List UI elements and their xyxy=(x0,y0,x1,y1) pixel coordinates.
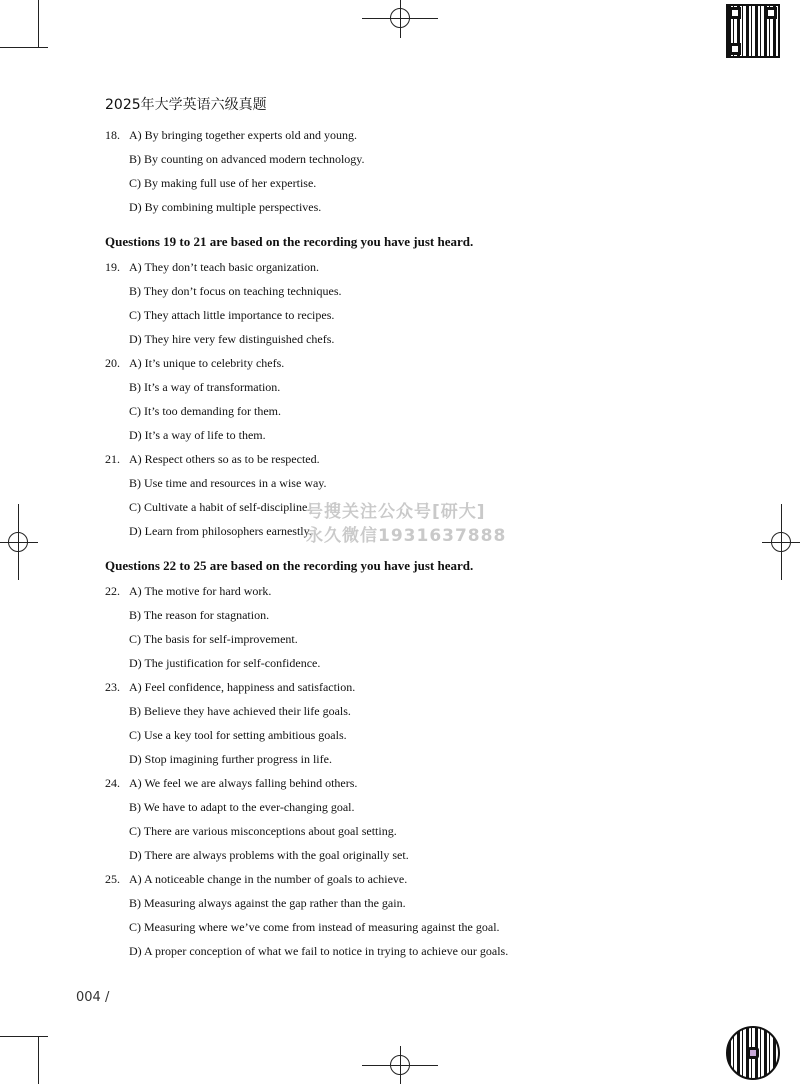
answer-option: C) They attach little importance to recipes. xyxy=(129,308,335,322)
answer-option: A) By bringing together experts old and young. xyxy=(129,128,357,142)
answer-option: B) The reason for stagnation. xyxy=(129,608,270,622)
section-heading: Questions 19 to 21 are based on the recording you have just heard. xyxy=(105,234,474,249)
answer-option: D) By combining multiple perspectives. xyxy=(129,200,322,214)
crop-mark xyxy=(0,47,48,48)
answer-option: B) It’s a way of transformation. xyxy=(129,380,281,394)
page-number: 004 / xyxy=(76,990,110,1005)
answer-option: B) By counting on advanced modern technology. xyxy=(129,152,365,166)
answer-option: A) It’s unique to celebrity chefs. xyxy=(129,356,285,370)
watermark xyxy=(306,500,506,548)
answer-option: B) They don’t focus on teaching techniques. xyxy=(129,284,342,298)
answer-option: D) Learn from philosophers earnestly. xyxy=(129,524,312,538)
question-number: 18. xyxy=(105,128,120,142)
answer-option: D) A proper conception of what we fail to notice in trying to achieve our goals. xyxy=(129,944,509,958)
answer-option: C) It’s too demanding for them. xyxy=(129,404,281,418)
watermark-line: 永久微信1931637888 xyxy=(306,526,507,546)
answer-option: D) They hire very few distinguished chefs. xyxy=(129,332,335,346)
answer-option: C) There are various misconceptions about goal setting. xyxy=(129,824,397,838)
registration-circle xyxy=(8,532,28,552)
answer-option: B) Use time and resources in a wise way. xyxy=(129,476,327,490)
answer-option: C) The basis for self-improvement. xyxy=(129,632,298,646)
crop-mark xyxy=(0,1036,48,1037)
answer-option: A) They don’t teach basic organization. xyxy=(129,260,319,274)
answer-option: C) By making full use of her expertise. xyxy=(129,176,317,190)
question-number: 19. xyxy=(105,260,120,274)
answer-option: A) A noticeable change in the number of goals to achieve. xyxy=(129,872,408,886)
question-number: 20. xyxy=(105,356,120,370)
registration-circle xyxy=(390,1055,410,1075)
answer-option: D) Stop imagining further progress in life. xyxy=(129,752,332,766)
answer-option: D) There are always problems with the goal originally set. xyxy=(129,848,409,862)
question-number: 25. xyxy=(105,872,120,886)
answer-option: C) Use a key tool for setting ambitious goals. xyxy=(129,728,347,742)
crop-mark xyxy=(38,1036,39,1084)
question-number: 21. xyxy=(105,452,120,466)
qr-code-icon xyxy=(726,1026,780,1080)
exam-title: 2025年大学英语六级真题 xyxy=(105,97,267,113)
crop-mark xyxy=(38,0,39,48)
answer-option: D) It’s a way of life to them. xyxy=(129,428,266,442)
registration-circle xyxy=(390,8,410,28)
qr-code-icon xyxy=(726,4,780,58)
watermark-line: 号搜关注公众号[研大] xyxy=(306,502,486,522)
answer-option: A) Respect others so as to be respected. xyxy=(129,452,320,466)
answer-option: A) Feel confidence, happiness and satisfaction. xyxy=(129,680,356,694)
question-number: 23. xyxy=(105,680,120,694)
question-number: 24. xyxy=(105,776,120,790)
answer-option: C) Cultivate a habit of self-discipline. xyxy=(129,500,311,514)
answer-option: A) We feel we are always falling behind others. xyxy=(129,776,358,790)
answer-option: B) Believe they have achieved their life goals. xyxy=(129,704,351,718)
question-number: 22. xyxy=(105,584,120,598)
answer-option: C) Measuring where we’ve come from instead of measuring against the goal. xyxy=(129,920,500,934)
answer-option: A) The motive for hard work. xyxy=(129,584,272,598)
answer-option: B) We have to adapt to the ever-changing goal. xyxy=(129,800,355,814)
answer-option: B) Measuring always against the gap rather than the gain. xyxy=(129,896,406,910)
registration-circle xyxy=(771,532,791,552)
answer-option: D) The justification for self-confidence. xyxy=(129,656,321,670)
section-heading: Questions 22 to 25 are based on the recording you have just heard. xyxy=(105,558,474,573)
